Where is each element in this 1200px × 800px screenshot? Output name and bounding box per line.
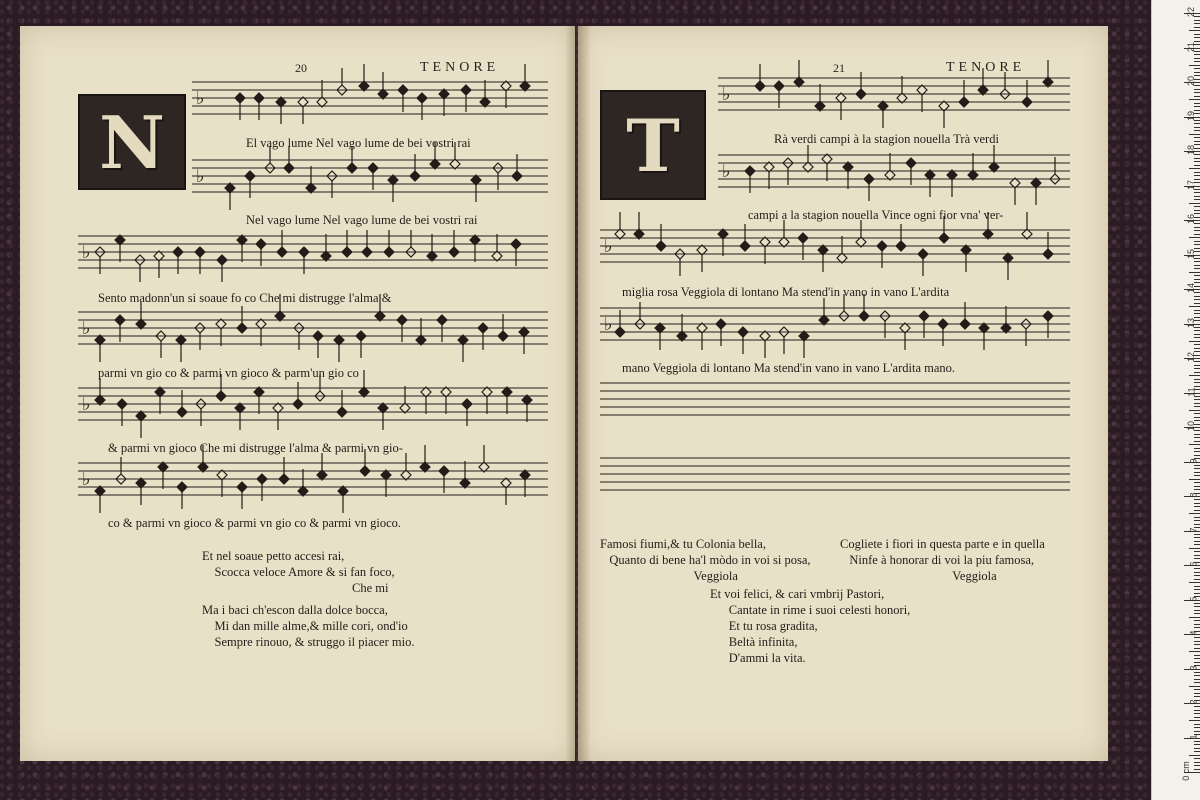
ruler-tick xyxy=(1194,658,1200,659)
ruler-tick xyxy=(1194,130,1200,131)
note-head xyxy=(313,331,323,341)
note-head xyxy=(245,171,255,181)
ruler-tick xyxy=(1194,741,1200,742)
ruler-tick xyxy=(1194,299,1200,300)
verse-stanza-center: Et voi felici, & cari vmbrij Pastori, Cantate in rime i suoi celesti honori, Et tu rosa gradita, Beltà infinita, D'ammi la vita. xyxy=(710,587,911,665)
ruler-tick xyxy=(1194,27,1200,28)
ruler-tick xyxy=(1194,679,1200,680)
left-running-head: TENORE xyxy=(420,60,500,75)
ruler-tick xyxy=(1194,455,1200,456)
clef-mark: ♭ xyxy=(82,394,91,415)
note-head xyxy=(277,247,287,257)
verse-stanza-right: Cogliete i fiori in questa parte e in quella Ninfe à honorar di voi la piu famosa, Veggiola xyxy=(840,537,1045,583)
ruler-tick xyxy=(1194,172,1200,173)
left-folio: 20 xyxy=(295,61,307,75)
ruler-tick xyxy=(1194,123,1200,124)
note-head xyxy=(449,247,459,257)
note-head xyxy=(512,171,522,181)
ruler-tick xyxy=(1194,689,1200,690)
note-head xyxy=(237,323,247,333)
ruler-tick xyxy=(1194,517,1200,518)
ruler-tick xyxy=(1194,413,1200,414)
ruler-tick xyxy=(1194,72,1200,73)
note-head xyxy=(918,249,928,259)
note-head xyxy=(439,466,449,476)
ruler-tick xyxy=(1194,344,1200,345)
note-head xyxy=(478,323,488,333)
ruler-tick xyxy=(1194,672,1200,673)
note-head xyxy=(1043,249,1053,259)
clef-mark: ♭ xyxy=(722,161,731,182)
ruler-tick xyxy=(1194,710,1200,711)
verse-stanza-left: Famosi fiumi,& tu Colonia bella, Quanto di bene ha'l mòdo in voi si posa, Veggiola xyxy=(600,537,811,583)
note-head xyxy=(896,241,906,251)
ruler-tick xyxy=(1194,261,1200,262)
ruler-tick xyxy=(1194,348,1200,349)
ruler-tick xyxy=(1194,441,1200,442)
ruler-tick xyxy=(1194,713,1200,714)
ruler-tick xyxy=(1194,106,1200,107)
ruler-tick xyxy=(1194,337,1200,338)
staff-12 xyxy=(600,458,1070,490)
ruler-label: 1 xyxy=(1188,733,1199,740)
ruler-label: 16 xyxy=(1185,213,1196,225)
ruler-tick xyxy=(1194,627,1200,628)
ruler-tick xyxy=(1194,751,1200,752)
ruler-tick xyxy=(1189,306,1200,307)
ruler-tick xyxy=(1194,58,1200,59)
initial-letter: N xyxy=(99,99,165,185)
note-head xyxy=(939,233,949,243)
ruler-tick xyxy=(1194,68,1200,69)
ruler-tick xyxy=(1194,579,1200,580)
ruler-tick xyxy=(1189,30,1200,31)
ruler-tick xyxy=(1194,620,1200,621)
lyric-line-4: parmi vn gio co & parmi vn gioco & parm'un gio co xyxy=(98,366,359,380)
ruler-tick xyxy=(1194,241,1200,242)
clef-mark: ♭ xyxy=(82,242,91,263)
ruler-tick xyxy=(1194,141,1200,142)
ruler-tick xyxy=(1194,489,1200,490)
note-head xyxy=(960,319,970,329)
ruler-tick xyxy=(1194,534,1200,535)
note-head xyxy=(938,319,948,329)
note-head xyxy=(368,163,378,173)
note-head xyxy=(877,241,887,251)
ruler-tick xyxy=(1194,506,1200,507)
ruler-tick xyxy=(1194,675,1200,676)
ruler-tick xyxy=(1194,372,1200,373)
ruler-tick xyxy=(1194,613,1200,614)
ruler-tick xyxy=(1194,234,1200,235)
ruler-tick xyxy=(1194,54,1200,55)
staff-9 xyxy=(600,212,1070,280)
note-head xyxy=(410,171,420,181)
note-head xyxy=(397,315,407,325)
ruler-tick xyxy=(1194,310,1200,311)
note-head xyxy=(293,399,303,409)
ruler-tick xyxy=(1194,693,1200,694)
note-head xyxy=(356,331,366,341)
ruler-tick xyxy=(1194,520,1200,521)
ruler-tick xyxy=(1194,551,1200,552)
note-head xyxy=(959,97,969,107)
lyric-line-4: mano Veggiola di lontano Ma stend'in vano in vano L'ardita mano. xyxy=(622,361,956,375)
ruler-tick xyxy=(1194,399,1200,400)
ruler-tick xyxy=(1194,503,1200,504)
note-head xyxy=(177,407,187,417)
ruler-tick xyxy=(1194,744,1200,745)
ruler-tick xyxy=(1194,268,1200,269)
note-head xyxy=(117,399,127,409)
ruler-tick xyxy=(1194,624,1200,625)
lyric-line-2: Nel vago lume Nel vago lume de bei vostri rai xyxy=(246,213,478,227)
note-head xyxy=(716,319,726,329)
note-head xyxy=(195,247,205,257)
ruler-tick xyxy=(1194,437,1200,438)
staff-8 xyxy=(718,145,1070,205)
note-head xyxy=(177,482,187,492)
ruler-tick xyxy=(1194,568,1200,569)
ruler-label: 8 xyxy=(1188,492,1199,498)
ruler-tick xyxy=(1194,137,1200,138)
ruler-tick xyxy=(1194,706,1200,707)
note-head xyxy=(362,247,372,257)
ruler-tick xyxy=(1189,341,1200,342)
ruler-tick xyxy=(1194,230,1200,231)
ruler-tick xyxy=(1189,651,1200,652)
ruler-tick xyxy=(1194,696,1200,697)
ruler-label: 13 xyxy=(1185,317,1196,328)
note-head xyxy=(774,81,784,91)
ruler-tick xyxy=(1194,724,1200,725)
ruler-tick xyxy=(1194,275,1200,276)
ruler-tick xyxy=(1194,758,1200,759)
note-head xyxy=(173,247,183,257)
staff-4 xyxy=(78,294,548,362)
ruler-tick xyxy=(1194,303,1200,304)
ruler-tick xyxy=(1194,499,1200,500)
ruler-label: 12 xyxy=(1185,351,1196,363)
note-head xyxy=(254,93,264,103)
ruler-tick xyxy=(1189,375,1200,376)
ruler-label: 10 xyxy=(1185,420,1196,432)
ruler-tick xyxy=(1189,99,1200,100)
staff-7 xyxy=(718,60,1070,128)
ruler-tick xyxy=(1194,541,1200,542)
ruler-tick xyxy=(1194,330,1200,331)
note-head xyxy=(342,247,352,257)
ruler-tick xyxy=(1194,158,1200,159)
ruler-tick xyxy=(1189,513,1200,514)
ruler-tick xyxy=(1194,482,1200,483)
ruler-tick xyxy=(1194,769,1200,770)
ruler-tick xyxy=(1194,92,1200,93)
ruler-tick xyxy=(1194,368,1200,369)
ruler-label: 7 xyxy=(1188,526,1199,533)
ruler-label: 2 xyxy=(1188,699,1199,705)
ruler-label: 18 xyxy=(1185,144,1196,156)
ruler-tick xyxy=(1189,444,1200,445)
note-head xyxy=(798,233,808,243)
note-head xyxy=(284,163,294,173)
ruler-label: 17 xyxy=(1185,179,1196,190)
ruler-tick xyxy=(1194,655,1200,656)
ruler-label: 15 xyxy=(1185,248,1196,259)
staff-11 xyxy=(600,383,1070,415)
ruler-tick xyxy=(1194,37,1200,38)
ruler-tick xyxy=(1194,227,1200,228)
ruler-tick xyxy=(1194,610,1200,611)
note-head xyxy=(745,166,755,176)
staff-5 xyxy=(78,370,548,438)
clef-mark: ♭ xyxy=(604,236,613,257)
ruler-tick xyxy=(1194,192,1200,193)
ruler-tick xyxy=(1189,686,1200,687)
lyric-line-5: & parmi vn gioco Che mi distrugge l'alma & parmi vn gio- xyxy=(108,441,403,455)
ruler-tick xyxy=(1189,582,1200,583)
ruler-tick xyxy=(1194,727,1200,728)
ruler-tick xyxy=(1194,465,1200,466)
ruler-tick xyxy=(1189,65,1200,66)
note-head xyxy=(257,474,267,484)
ruler-tick xyxy=(1194,210,1200,211)
note-head xyxy=(417,93,427,103)
note-head xyxy=(235,93,245,103)
ruler-tick xyxy=(1194,537,1200,538)
ruler-tick xyxy=(1194,296,1200,297)
ruler-tick xyxy=(1194,524,1200,525)
lyric-line-6: co & parmi vn gioco & parmi vn gio co & parmi vn gioco. xyxy=(108,516,401,530)
ruler-tick xyxy=(1194,448,1200,449)
ruler-tick xyxy=(1194,406,1200,407)
note-head xyxy=(256,239,266,249)
staff-1 xyxy=(192,64,548,124)
ruler-tick xyxy=(1194,96,1200,97)
note-head xyxy=(615,327,625,337)
ruler-tick xyxy=(1194,175,1200,176)
ruler-tick xyxy=(1194,244,1200,245)
note-head xyxy=(360,466,370,476)
ruler-tick xyxy=(1194,648,1200,649)
ruler-label: 11 xyxy=(1186,386,1197,397)
ruler-label: 6 xyxy=(1188,561,1199,567)
note-head xyxy=(738,327,748,337)
ruler-tick xyxy=(1194,313,1200,314)
clef-mark: ♭ xyxy=(196,166,205,187)
ruler-label: 0 cm xyxy=(1181,761,1192,781)
measurement-ruler xyxy=(1151,0,1200,800)
clef-mark: ♭ xyxy=(82,318,91,339)
ruler-tick xyxy=(1194,575,1200,576)
clef-mark: ♭ xyxy=(722,84,731,105)
ruler-label: 22 xyxy=(1185,6,1196,18)
initial-letter: T xyxy=(626,102,680,188)
ruler-tick xyxy=(1194,468,1200,469)
ruler-label: 14 xyxy=(1185,282,1196,294)
verse-stanza-1: Et nel soaue petto accesi rai, Scocca veloce Amore & si fan foco, Che mi xyxy=(202,549,395,595)
note-head xyxy=(461,85,471,95)
ruler-tick xyxy=(1194,606,1200,607)
ruler-tick xyxy=(1194,103,1200,104)
ruler-tick xyxy=(1194,555,1200,556)
staff-10 xyxy=(600,294,1070,358)
staff-6 xyxy=(78,445,548,513)
ruler-tick xyxy=(1194,586,1200,587)
ruler-tick xyxy=(1194,61,1200,62)
ruler-tick xyxy=(1194,23,1200,24)
note-head xyxy=(755,81,765,91)
ruler-tick xyxy=(1189,272,1200,273)
ruler-tick xyxy=(1194,279,1200,280)
ruler-label: 20 xyxy=(1185,75,1196,87)
note-head xyxy=(859,311,869,321)
staff-3 xyxy=(78,230,548,282)
note-head xyxy=(498,331,508,341)
clef-mark: ♭ xyxy=(82,469,91,490)
ruler-tick xyxy=(1194,475,1200,476)
ruler-tick xyxy=(1194,682,1200,683)
ruler-tick xyxy=(1194,403,1200,404)
ruler-tick xyxy=(1194,379,1200,380)
ruler-tick xyxy=(1194,572,1200,573)
note-head xyxy=(279,474,289,484)
note-head xyxy=(864,174,874,184)
ruler-tick xyxy=(1194,196,1200,197)
ruler-tick xyxy=(1194,641,1200,642)
note-head xyxy=(115,315,125,325)
ruler-tick xyxy=(1189,617,1200,618)
ruler-tick xyxy=(1189,237,1200,238)
verse-stanza-2: Ma i baci ch'escon dalla dolce bocca, Mi dan mille alme,& mille cori, ond'io Sempre rinouo, & struggo il piacer mio. xyxy=(202,603,415,649)
ruler-label: 5 xyxy=(1188,595,1199,602)
note-head xyxy=(1043,311,1053,321)
ruler-tick xyxy=(1194,382,1200,383)
note-head xyxy=(462,399,472,409)
ruler-tick xyxy=(1194,717,1200,718)
ruler-tick xyxy=(1194,365,1200,366)
ruler-tick xyxy=(1194,637,1200,638)
ruler-tick xyxy=(1194,510,1200,511)
lyric-line-3: Sento madonn'un si soaue fo co Che mi distrugge l'alma & xyxy=(98,291,392,305)
ruler-label: 9 xyxy=(1188,457,1199,464)
ruler-tick xyxy=(1194,89,1200,90)
ruler-tick xyxy=(1194,589,1200,590)
ruler-tick xyxy=(1189,479,1200,480)
ruler-tick xyxy=(1194,127,1200,128)
ruler-tick xyxy=(1194,199,1200,200)
ruler-tick xyxy=(1189,410,1200,411)
lyric-line-1: Rà verdi campi à la stagion nouella Trà verdi xyxy=(774,132,999,146)
ruler-tick xyxy=(1194,748,1200,749)
ruler-tick xyxy=(1189,168,1200,169)
note-head xyxy=(1022,97,1032,107)
note-head xyxy=(856,89,866,99)
ruler-tick xyxy=(1189,134,1200,135)
ruler-tick xyxy=(1194,558,1200,559)
ruler-tick xyxy=(1194,662,1200,663)
note-head xyxy=(656,241,666,251)
note-head xyxy=(217,255,227,265)
note-head xyxy=(337,407,347,417)
ruler-tick xyxy=(1194,265,1200,266)
ruler-tick xyxy=(1189,720,1200,721)
ruler-tick xyxy=(1194,161,1200,162)
ruler-tick xyxy=(1194,334,1200,335)
note-head xyxy=(740,241,750,251)
note-head xyxy=(398,85,408,95)
ruler-tick xyxy=(1189,203,1200,204)
ruler-tick xyxy=(1194,762,1200,763)
note-head xyxy=(919,311,929,321)
note-head xyxy=(437,315,447,325)
lyric-line-2: campi a la stagion nouella Vince ogni fior vna' ver- xyxy=(748,208,1004,222)
right-folio: 21 xyxy=(833,61,845,75)
ruler-tick xyxy=(1194,20,1200,21)
ruler-tick xyxy=(1194,165,1200,166)
lyric-line-3: miglia rosa Veggiola di lontano Ma stend'in vano in vano L'ardita xyxy=(622,285,950,299)
ruler-tick xyxy=(1194,544,1200,545)
staff-2 xyxy=(192,142,548,210)
ruler-tick xyxy=(1194,206,1200,207)
note-head xyxy=(237,482,247,492)
note-head xyxy=(347,163,357,173)
ruler-tick xyxy=(1194,417,1200,418)
ruler-tick xyxy=(1194,593,1200,594)
note-head xyxy=(299,247,309,257)
note-head xyxy=(511,239,521,249)
ruler-tick xyxy=(1194,451,1200,452)
note-head xyxy=(216,391,226,401)
ruler-tick xyxy=(1194,644,1200,645)
ruler-label: 3 xyxy=(1188,664,1199,671)
ruler-tick xyxy=(1194,731,1200,732)
ruler-tick xyxy=(1194,34,1200,35)
lyric-line-1: El vago lume Nel vago lume de bei vostri rai xyxy=(246,136,471,150)
clef-mark: ♭ xyxy=(604,314,613,335)
ruler-tick xyxy=(1189,548,1200,549)
right-running-head: TENORE xyxy=(946,60,1026,75)
note-head xyxy=(384,247,394,257)
ruler-tick xyxy=(1194,765,1200,766)
ruler-label: 19 xyxy=(1185,110,1196,121)
ruler-tick xyxy=(1194,434,1200,435)
ruler-tick xyxy=(1189,755,1200,756)
clef-mark: ♭ xyxy=(196,88,205,109)
ruler-tick xyxy=(1194,603,1200,604)
note-head xyxy=(906,158,916,168)
ruler-tick xyxy=(1194,472,1200,473)
ruler-tick xyxy=(1194,486,1200,487)
ruler-label: 4 xyxy=(1188,630,1199,636)
ruler-label: 21 xyxy=(1185,41,1196,52)
